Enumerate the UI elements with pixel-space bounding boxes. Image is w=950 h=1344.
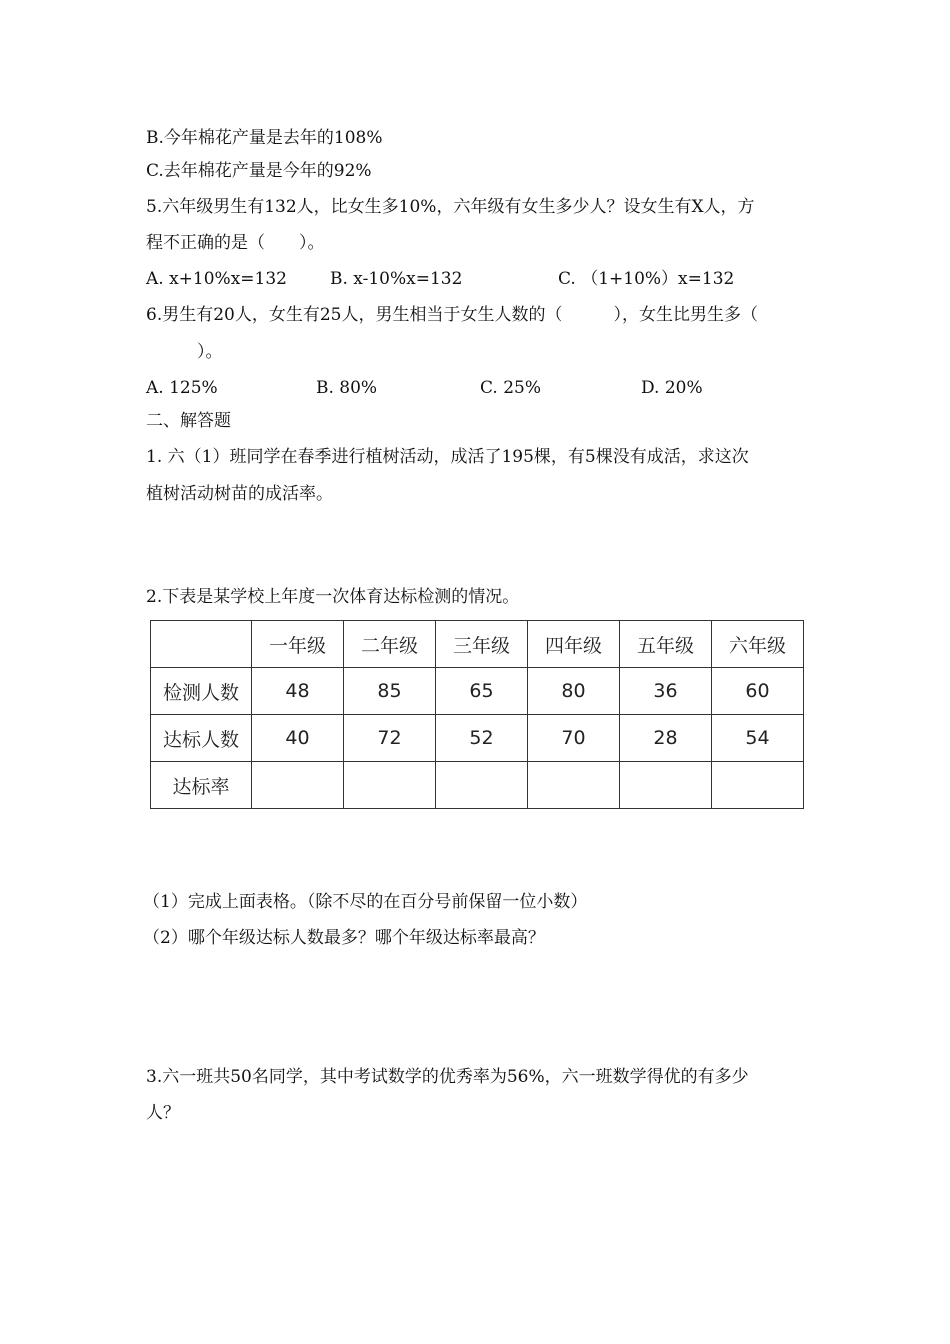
problem-1-line-2: 植树活动树苗的成活率。 [146,484,333,504]
table-cell: 40 [252,715,344,762]
section-heading: 二、解答题 [146,411,231,431]
table-cell: 28 [620,715,712,762]
table-cell: 65 [436,668,528,715]
table-row [151,668,804,715]
header-grade-1: 一年级 [252,621,344,668]
table-cell: 48 [252,668,344,715]
problem-1-line-1: 1. 六（1）班同学在春季进行植树活动，成活了195棵，有5棵没有成活，求这次 [146,447,749,467]
header-grade-3: 三年级 [436,621,528,668]
header-grade-2: 二年级 [344,621,436,668]
table-cell: 80 [528,668,620,715]
table-cell: 72 [344,715,436,762]
row-label-tested: 检测人数 [151,668,252,715]
table-cell [712,762,804,809]
problem-3-line-1: 3.六一班共50名同学，其中考试数学的优秀率为56%，六一班数学得优的有多少 [146,1067,749,1087]
q6-option-d: D. 20% [641,378,703,398]
table-cell [436,762,528,809]
q5-option-c: C. （1+10%）x=132 [558,269,735,289]
table-cell: 85 [344,668,436,715]
table-cell [620,762,712,809]
q6-option-a: A. 125% [146,378,218,398]
option-b-line: B.今年棉花产量是去年的108% [146,128,383,148]
table-cell: 70 [528,715,620,762]
table-cell [344,762,436,809]
table-header-row [151,621,804,668]
problem-2-sub-2: （2）哪个年级达标人数最多？哪个年级达标率最高？ [143,928,545,948]
table-cell [252,762,344,809]
q5-option-a: A. x+10%x=132 [146,269,287,289]
table-cell: 52 [436,715,528,762]
question-5-line-1: 5.六年级男生有132人，比女生多10%，六年级有女生多少人？设女生有X人，方 [146,197,755,217]
table-cell [528,762,620,809]
question-6-line-1: 6.男生有20人，女生有25人，男生相当于女生人数的（ ），女生比男生多（ [146,305,758,325]
option-c-line: C.去年棉花产量是今年的92% [146,161,372,181]
table-cell: 60 [712,668,804,715]
header-grade-5: 五年级 [620,621,712,668]
q6-option-b: B. 80% [316,378,378,398]
question-5-line-2: 程不正确的是（ ）。 [146,233,325,253]
table-corner-cell [151,621,252,668]
q5-option-b: B. x-10%x=132 [330,269,463,289]
row-label-pass-rate: 达标率 [151,762,252,809]
problem-3-line-2: 人？ [146,1103,180,1123]
problem-2-sub-1: （1）完成上面表格。（除不尽的在百分号前保留一位小数） [143,892,588,912]
fitness-test-table [150,620,804,809]
table-cell: 54 [712,715,804,762]
question-6-line-2: ）。 [146,342,223,362]
row-label-passed: 达标人数 [151,715,252,762]
problem-2-intro: 2.下表是某学校上年度一次体育达标检测的情况。 [146,587,520,607]
table-cell: 36 [620,668,712,715]
header-grade-4: 四年级 [528,621,620,668]
header-grade-6: 六年级 [712,621,804,668]
table-row [151,762,804,809]
q6-option-c: C. 25% [480,378,541,398]
table-row [151,715,804,762]
